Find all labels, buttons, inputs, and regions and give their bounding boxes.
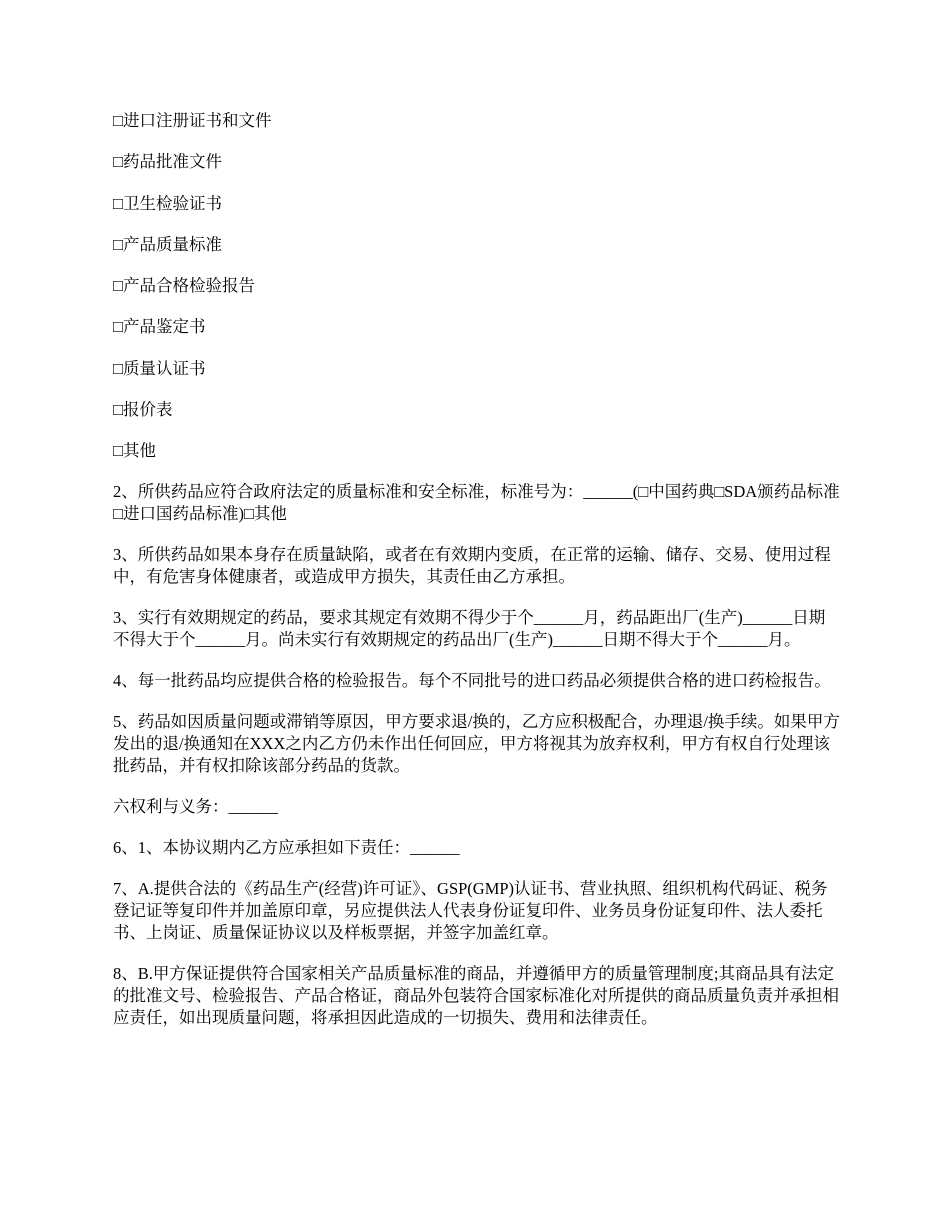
paragraph-quality-defect: 3、所供药品如果本身存在质量缺陷，或者在有效期内变质，在正常的运输、储存、交易、使用过程中，有危害身体健康者，或造成甲方损失，其责任由乙方承担。 bbox=[113, 545, 831, 587]
checklist-item: □卫生检验证书 bbox=[113, 193, 222, 213]
checklist-item: □质量认证书 bbox=[113, 358, 206, 378]
paragraph-product-quality-guarantee: 8、B.甲方保证提供符合国家相关产品质量标准的商品，并遵循甲方的质量管理制度;其商品具有法定的批准文号、检验报告、产品合格证，商品外包装符合国家标准化对所提供的商品质量负责并承担相应责任，如出现质量问题，将承担因此造成的一切损失、费用和法律责任。 bbox=[113, 964, 839, 1028]
paragraph-expiry-period: 3、实行有效期规定的药品，要求其规定有效期不得少于个______月，药品距出厂(生产)______日期不得大于个______月。尚未实行有效期规定的药品出厂(生产)______日期不得大于个______月。 bbox=[113, 608, 826, 650]
section-heading-rights-obligations: 六权利与义务：______ bbox=[113, 797, 278, 817]
paragraph-return-exchange: 5、药品如因质量问题或滞销等原因，甲方要求退/换的，乙方应积极配合，办理退/换手续。如果甲方发出的退/换通知在XXX之内乙方仍未作出任何回应，甲方将视其为放弃权利，甲方有权自行处理该批药品，并有权扣除该部分药品的货款。 bbox=[113, 712, 840, 776]
paragraph-party-b-responsibilities: 6、1、本协议期内乙方应承担如下责任：______ bbox=[113, 838, 460, 858]
checklist-item: □产品鉴定书 bbox=[113, 317, 206, 337]
document-paragraphs bbox=[113, 481, 841, 1029]
paragraph-inspection-report: 4、每一批药品均应提供合格的检验报告。每个不同批号的进口药品必须提供合格的进口药检报告。 bbox=[113, 671, 831, 691]
checklist-item: □药品批准文件 bbox=[113, 152, 222, 172]
document-checklist bbox=[113, 110, 841, 462]
checklist-item: □其他 bbox=[113, 441, 156, 461]
checklist-item: □产品质量标准 bbox=[113, 234, 222, 254]
checklist-item: □进口注册证书和文件 bbox=[113, 111, 272, 130]
document-body bbox=[113, 110, 841, 1029]
checklist-item: □报价表 bbox=[113, 400, 173, 420]
checklist-item: □产品合格检验报告 bbox=[113, 276, 255, 296]
paragraph-quality-standard: 2、所供药品应符合政府法定的质量标准和安全标准，标准号为：______(□中国药典□SDA颁药品标准□进口国药品标准)□其他 bbox=[113, 482, 840, 524]
paragraph-license-documents: 7、A.提供合法的《药品生产(经营)许可证》、GSP(GMP)认证书、营业执照、组织机构代码证、税务登记证等复印件并加盖原印章，另应提供法人代表身份证复印件、业务员身份证复印件、法人委托书、上岗证、质量保证协议以及样板票据，并签字加盖红章。 bbox=[113, 879, 828, 943]
